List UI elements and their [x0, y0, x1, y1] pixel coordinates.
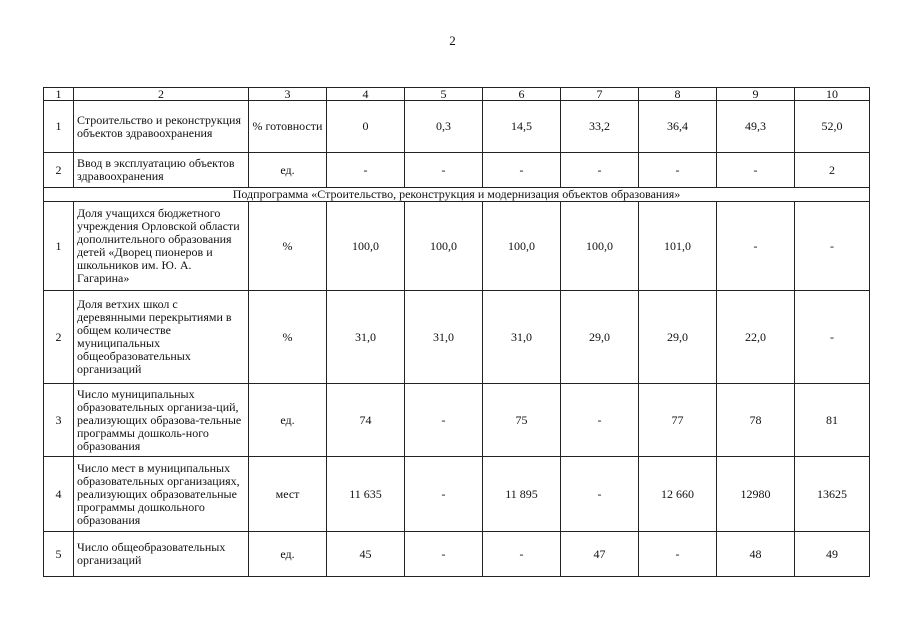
section-title: Подпрограмма «Строительство, реконструкция и модернизация объектов образования» [44, 188, 870, 202]
unit-cell: ед. [249, 384, 327, 457]
row-number: 5 [44, 532, 74, 577]
value-cell: - [405, 457, 483, 532]
value-cell: 22,0 [717, 291, 795, 384]
value-cell: 74 [327, 384, 405, 457]
indicator-name: Число мест в муниципальных образовательных организациях, реализующих образовательные программы дошкольного образования [74, 457, 249, 532]
section-row [44, 188, 870, 202]
table-row [44, 457, 870, 532]
indicator-name: Ввод в эксплуатацию объектов здравоохранения [74, 153, 249, 188]
value-cell: - [561, 384, 639, 457]
unit-cell: ед. [249, 153, 327, 188]
value-cell: 36,4 [639, 101, 717, 153]
value-cell: 12980 [717, 457, 795, 532]
row-number: 4 [44, 457, 74, 532]
value-cell: 14,5 [483, 101, 561, 153]
value-cell: - [717, 153, 795, 188]
column-header: 9 [717, 88, 795, 101]
value-cell: 11 635 [327, 457, 405, 532]
unit-cell: мест [249, 457, 327, 532]
indicator-name: Строительство и реконструкция объектов здравоохранения [74, 101, 249, 153]
value-cell: 29,0 [639, 291, 717, 384]
table-row [44, 202, 870, 291]
value-cell: 77 [639, 384, 717, 457]
value-cell: - [561, 153, 639, 188]
column-header: 7 [561, 88, 639, 101]
value-cell: 49,3 [717, 101, 795, 153]
table-row [44, 291, 870, 384]
column-header-row [44, 88, 870, 101]
value-cell: 12 660 [639, 457, 717, 532]
value-cell: 33,2 [561, 101, 639, 153]
value-cell: 47 [561, 532, 639, 577]
value-cell: - [795, 202, 870, 291]
column-header: 5 [405, 88, 483, 101]
value-cell: 29,0 [561, 291, 639, 384]
value-cell: - [795, 291, 870, 384]
value-cell: 100,0 [405, 202, 483, 291]
value-cell: - [639, 532, 717, 577]
value-cell: 75 [483, 384, 561, 457]
value-cell: - [483, 532, 561, 577]
value-cell: 0,3 [405, 101, 483, 153]
value-cell: - [327, 153, 405, 188]
value-cell: 31,0 [327, 291, 405, 384]
column-header: 2 [74, 88, 249, 101]
table-row [44, 153, 870, 188]
value-cell: - [405, 153, 483, 188]
value-cell: 52,0 [795, 101, 870, 153]
indicator-name: Число муниципальных образовательных организа-ций, реализующих образова-тельные программы дошколь-ного образования [74, 384, 249, 457]
page-number: 2 [449, 33, 456, 48]
indicators-table [43, 87, 870, 577]
row-number: 2 [44, 153, 74, 188]
row-number: 3 [44, 384, 74, 457]
value-cell: 100,0 [483, 202, 561, 291]
value-cell: 31,0 [483, 291, 561, 384]
indicator-name: Доля учащихся бюджетного учреждения Орловской области дополнительного образования детей «Дворец пионеров и школьников им. Ю. А. Гагарина» [74, 202, 249, 291]
value-cell: 45 [327, 532, 405, 577]
column-header: 6 [483, 88, 561, 101]
row-number: 2 [44, 291, 74, 384]
column-header: 8 [639, 88, 717, 101]
value-cell: 100,0 [327, 202, 405, 291]
column-header: 1 [44, 88, 74, 101]
value-cell: 0 [327, 101, 405, 153]
value-cell: - [405, 384, 483, 457]
value-cell: 11 895 [483, 457, 561, 532]
table-row [44, 101, 870, 153]
value-cell: - [483, 153, 561, 188]
value-cell: 48 [717, 532, 795, 577]
column-header: 4 [327, 88, 405, 101]
value-cell: 100,0 [561, 202, 639, 291]
value-cell: 49 [795, 532, 870, 577]
table-row [44, 532, 870, 577]
value-cell: 31,0 [405, 291, 483, 384]
value-cell: 2 [795, 153, 870, 188]
value-cell: - [639, 153, 717, 188]
table-body [44, 88, 870, 577]
value-cell: 101,0 [639, 202, 717, 291]
indicator-name: Доля ветхих школ с деревянными перекрытиями в общем количестве муниципальных общеобразовательных организаций [74, 291, 249, 384]
unit-cell: ед. [249, 532, 327, 577]
value-cell: - [561, 457, 639, 532]
value-cell: 78 [717, 384, 795, 457]
value-cell: 81 [795, 384, 870, 457]
table-row [44, 384, 870, 457]
column-header: 10 [795, 88, 870, 101]
value-cell: 13625 [795, 457, 870, 532]
value-cell: - [717, 202, 795, 291]
row-number: 1 [44, 101, 74, 153]
column-header: 3 [249, 88, 327, 101]
unit-cell: % [249, 202, 327, 291]
unit-cell: % готовности [249, 101, 327, 153]
unit-cell: % [249, 291, 327, 384]
indicator-name: Число общеобразовательных организаций [74, 532, 249, 577]
value-cell: - [405, 532, 483, 577]
row-number: 1 [44, 202, 74, 291]
